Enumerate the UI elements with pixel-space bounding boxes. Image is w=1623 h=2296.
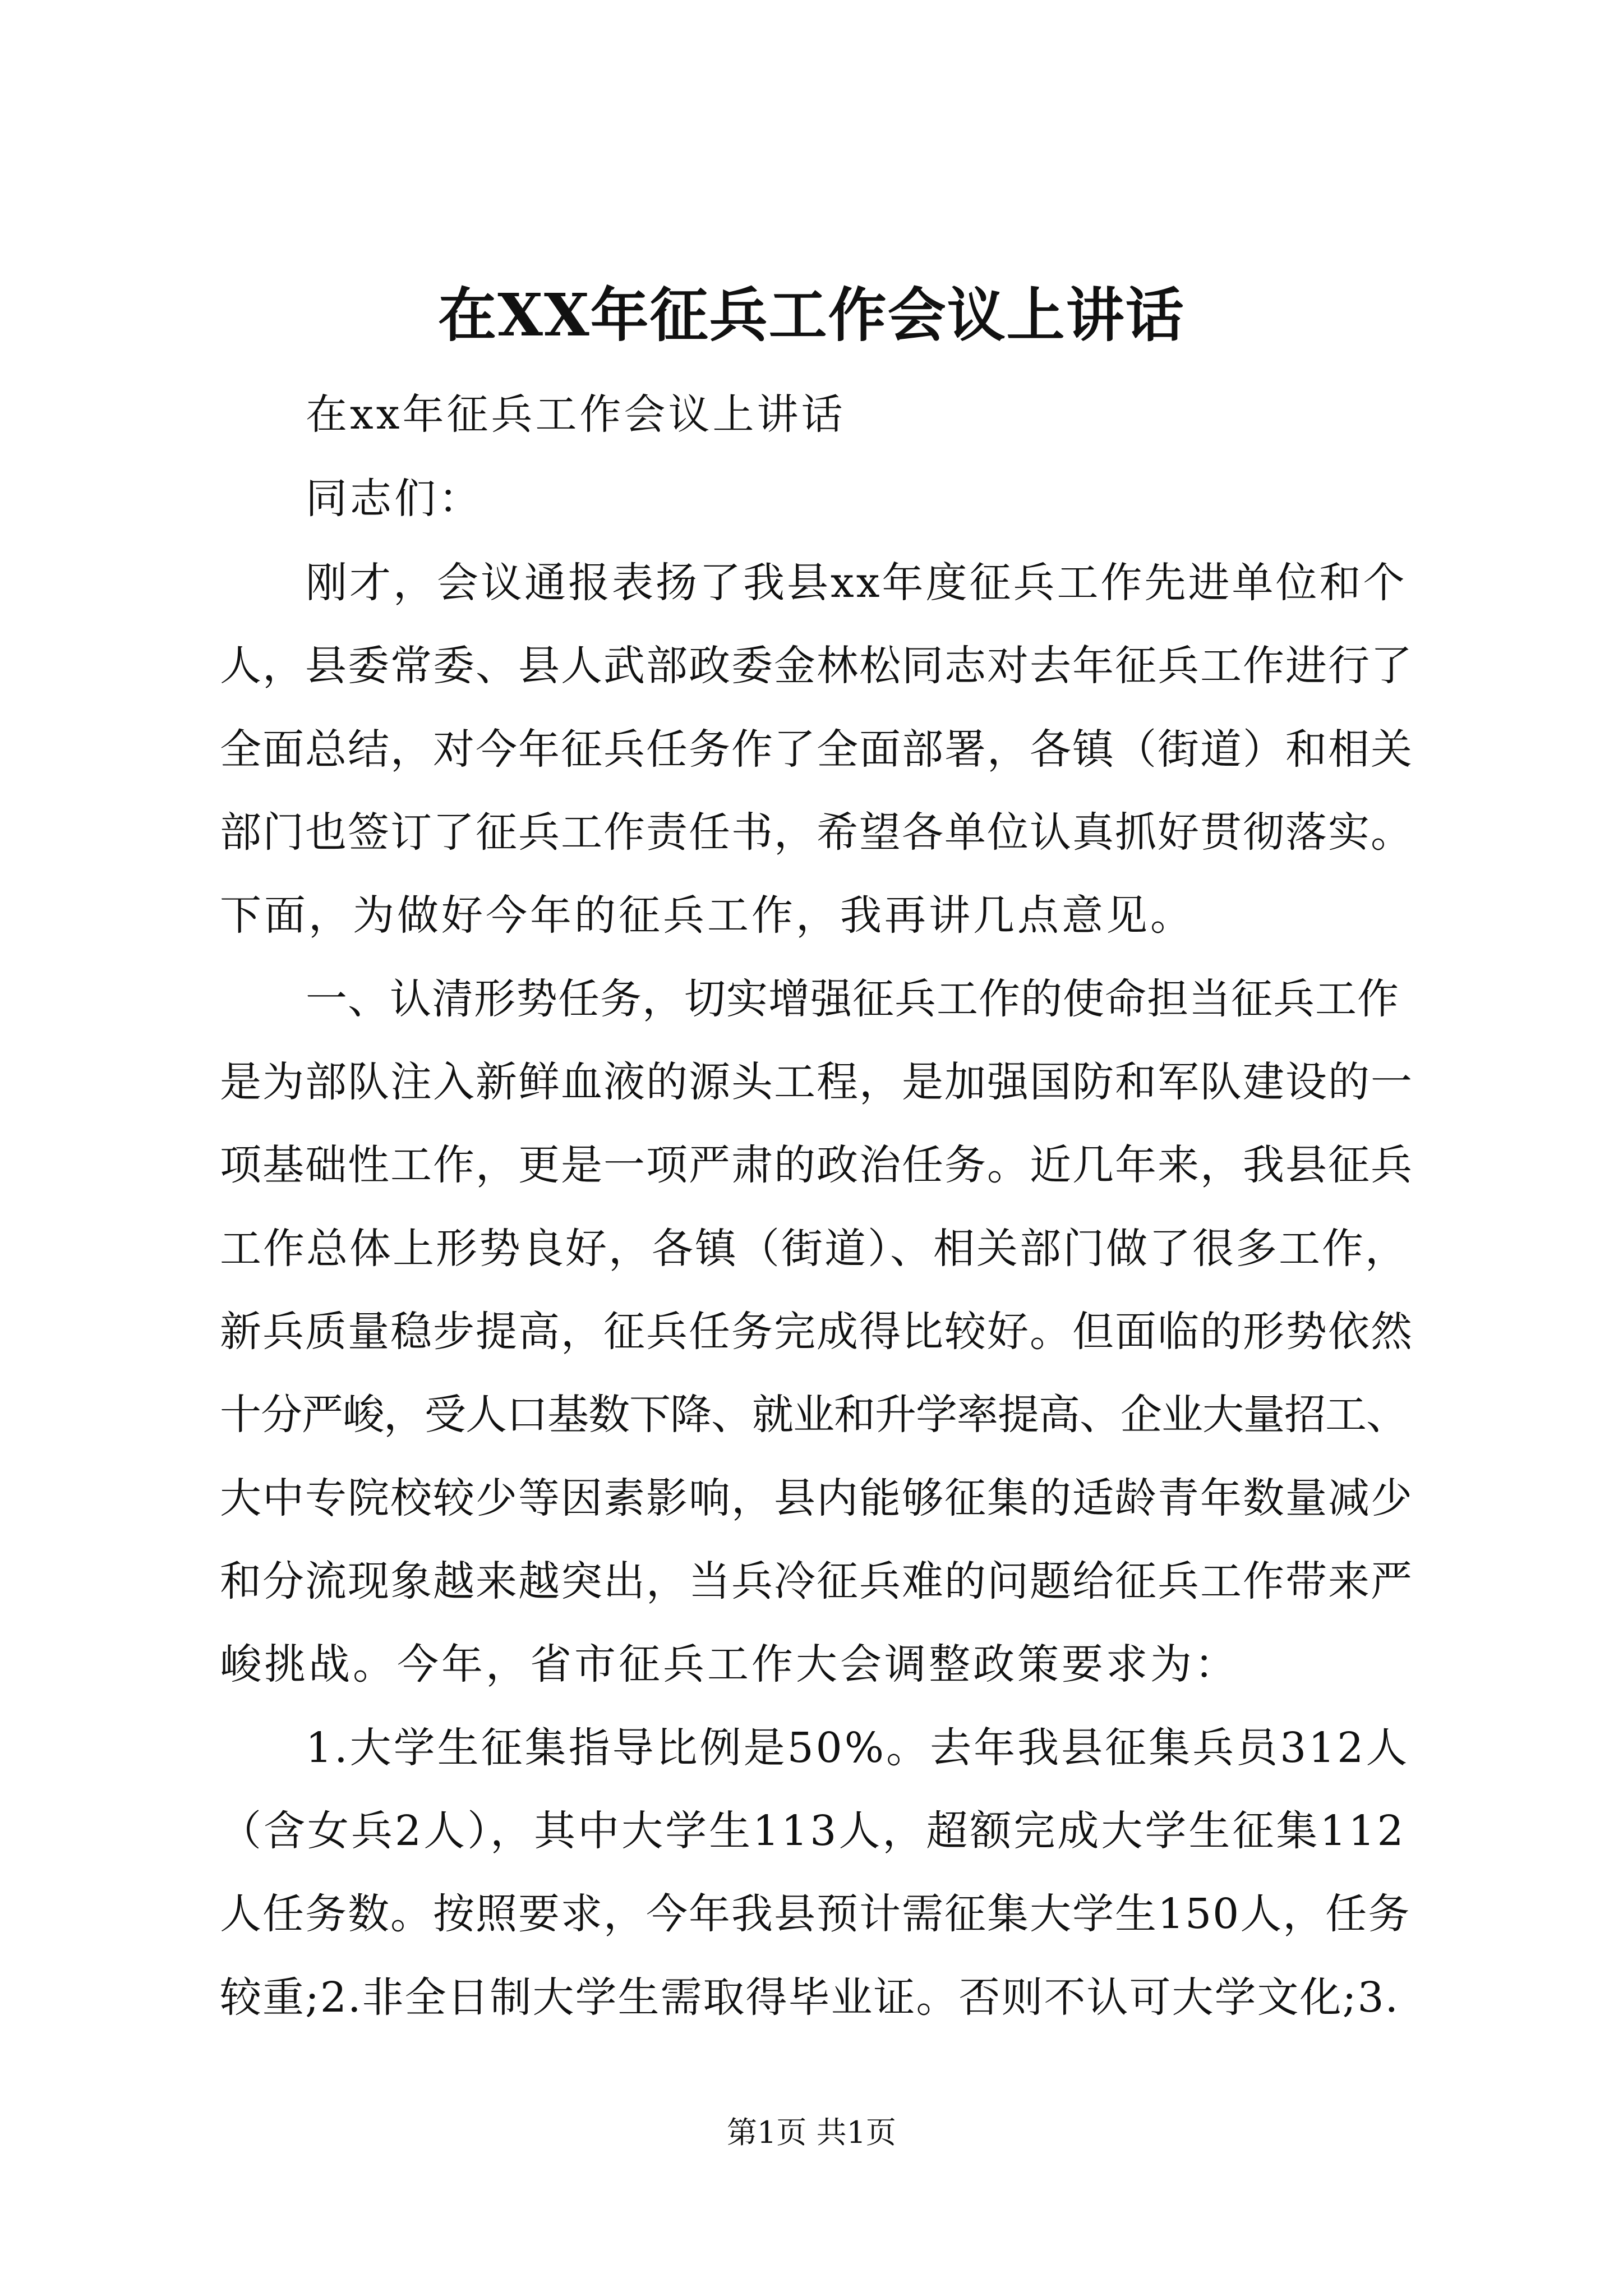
body-line: 刚才，会议通报表扬了我县xx年度征兵工作先进单位和个 xyxy=(306,559,1407,607)
body-line: （含女兵2人），其中大学生113人，超额完成大学生征集112 xyxy=(220,1807,1406,1855)
body-line: 和分流现象越来越突出，当兵冷征兵难的问题给征兵工作带来严 xyxy=(220,1557,1413,1605)
body-line: 大中专院校较少等因素影响，县内能够征集的适龄青年数量减少 xyxy=(220,1474,1413,1522)
body-line: 十分严峻，受人口基数下降、就业和升学率提高、企业大量招工、 xyxy=(220,1391,1407,1439)
body-line: 1.大学生征集指导比例是50%。去年我县征集兵员312人 xyxy=(306,1724,1410,1772)
body-line: 部门也签订了征兵工作责任书，希望各单位认真抓好贯彻落实。 xyxy=(220,808,1413,857)
body-line: 项基础性工作，更是一项严肃的政治任务。近几年来，我县征兵 xyxy=(220,1141,1413,1189)
salutation-line: 同志们： xyxy=(306,475,483,523)
body-line: 峻挑战。今年，省市征兵工作大会调整政策要求为： xyxy=(220,1640,1239,1688)
body-line: 较重;2.非全日制大学生需取得毕业证。否则不认可大学文化;3. xyxy=(220,1973,1400,2022)
body-line: 是为部队注入新鲜血液的源头工程，是加强国防和军队建设的一 xyxy=(220,1058,1413,1106)
body-line: 新兵质量稳步提高，征兵任务完成得比较好。但面临的形势依然 xyxy=(220,1308,1413,1356)
body-line: 全面总结，对今年征兵任务作了全面部署，各镇（街道）和相关 xyxy=(220,725,1413,774)
document-title: 在XX年征兵工作会议上讲话 xyxy=(438,280,1185,349)
page-footer: 第1页 共1页 xyxy=(727,2115,896,2150)
body-line: 下面，为做好今年的征兵工作，我再讲几点意见。 xyxy=(220,891,1195,940)
body-line: 人，县委常委、县人武部政委金林松同志对去年征兵工作进行了 xyxy=(220,642,1413,690)
body-line: 一、认清形势任务，切实增强征兵工作的使命担当征兵工作 xyxy=(306,975,1399,1023)
body-line: 人任务数。按照要求，今年我县预计需征集大学生150人，任务 xyxy=(220,1890,1411,1938)
subtitle-line: 在xx年征兵工作会议上讲话 xyxy=(306,390,846,439)
body-line: 工作总体上形势良好，各镇（街道）、相关部门做了很多工作， xyxy=(220,1225,1408,1273)
